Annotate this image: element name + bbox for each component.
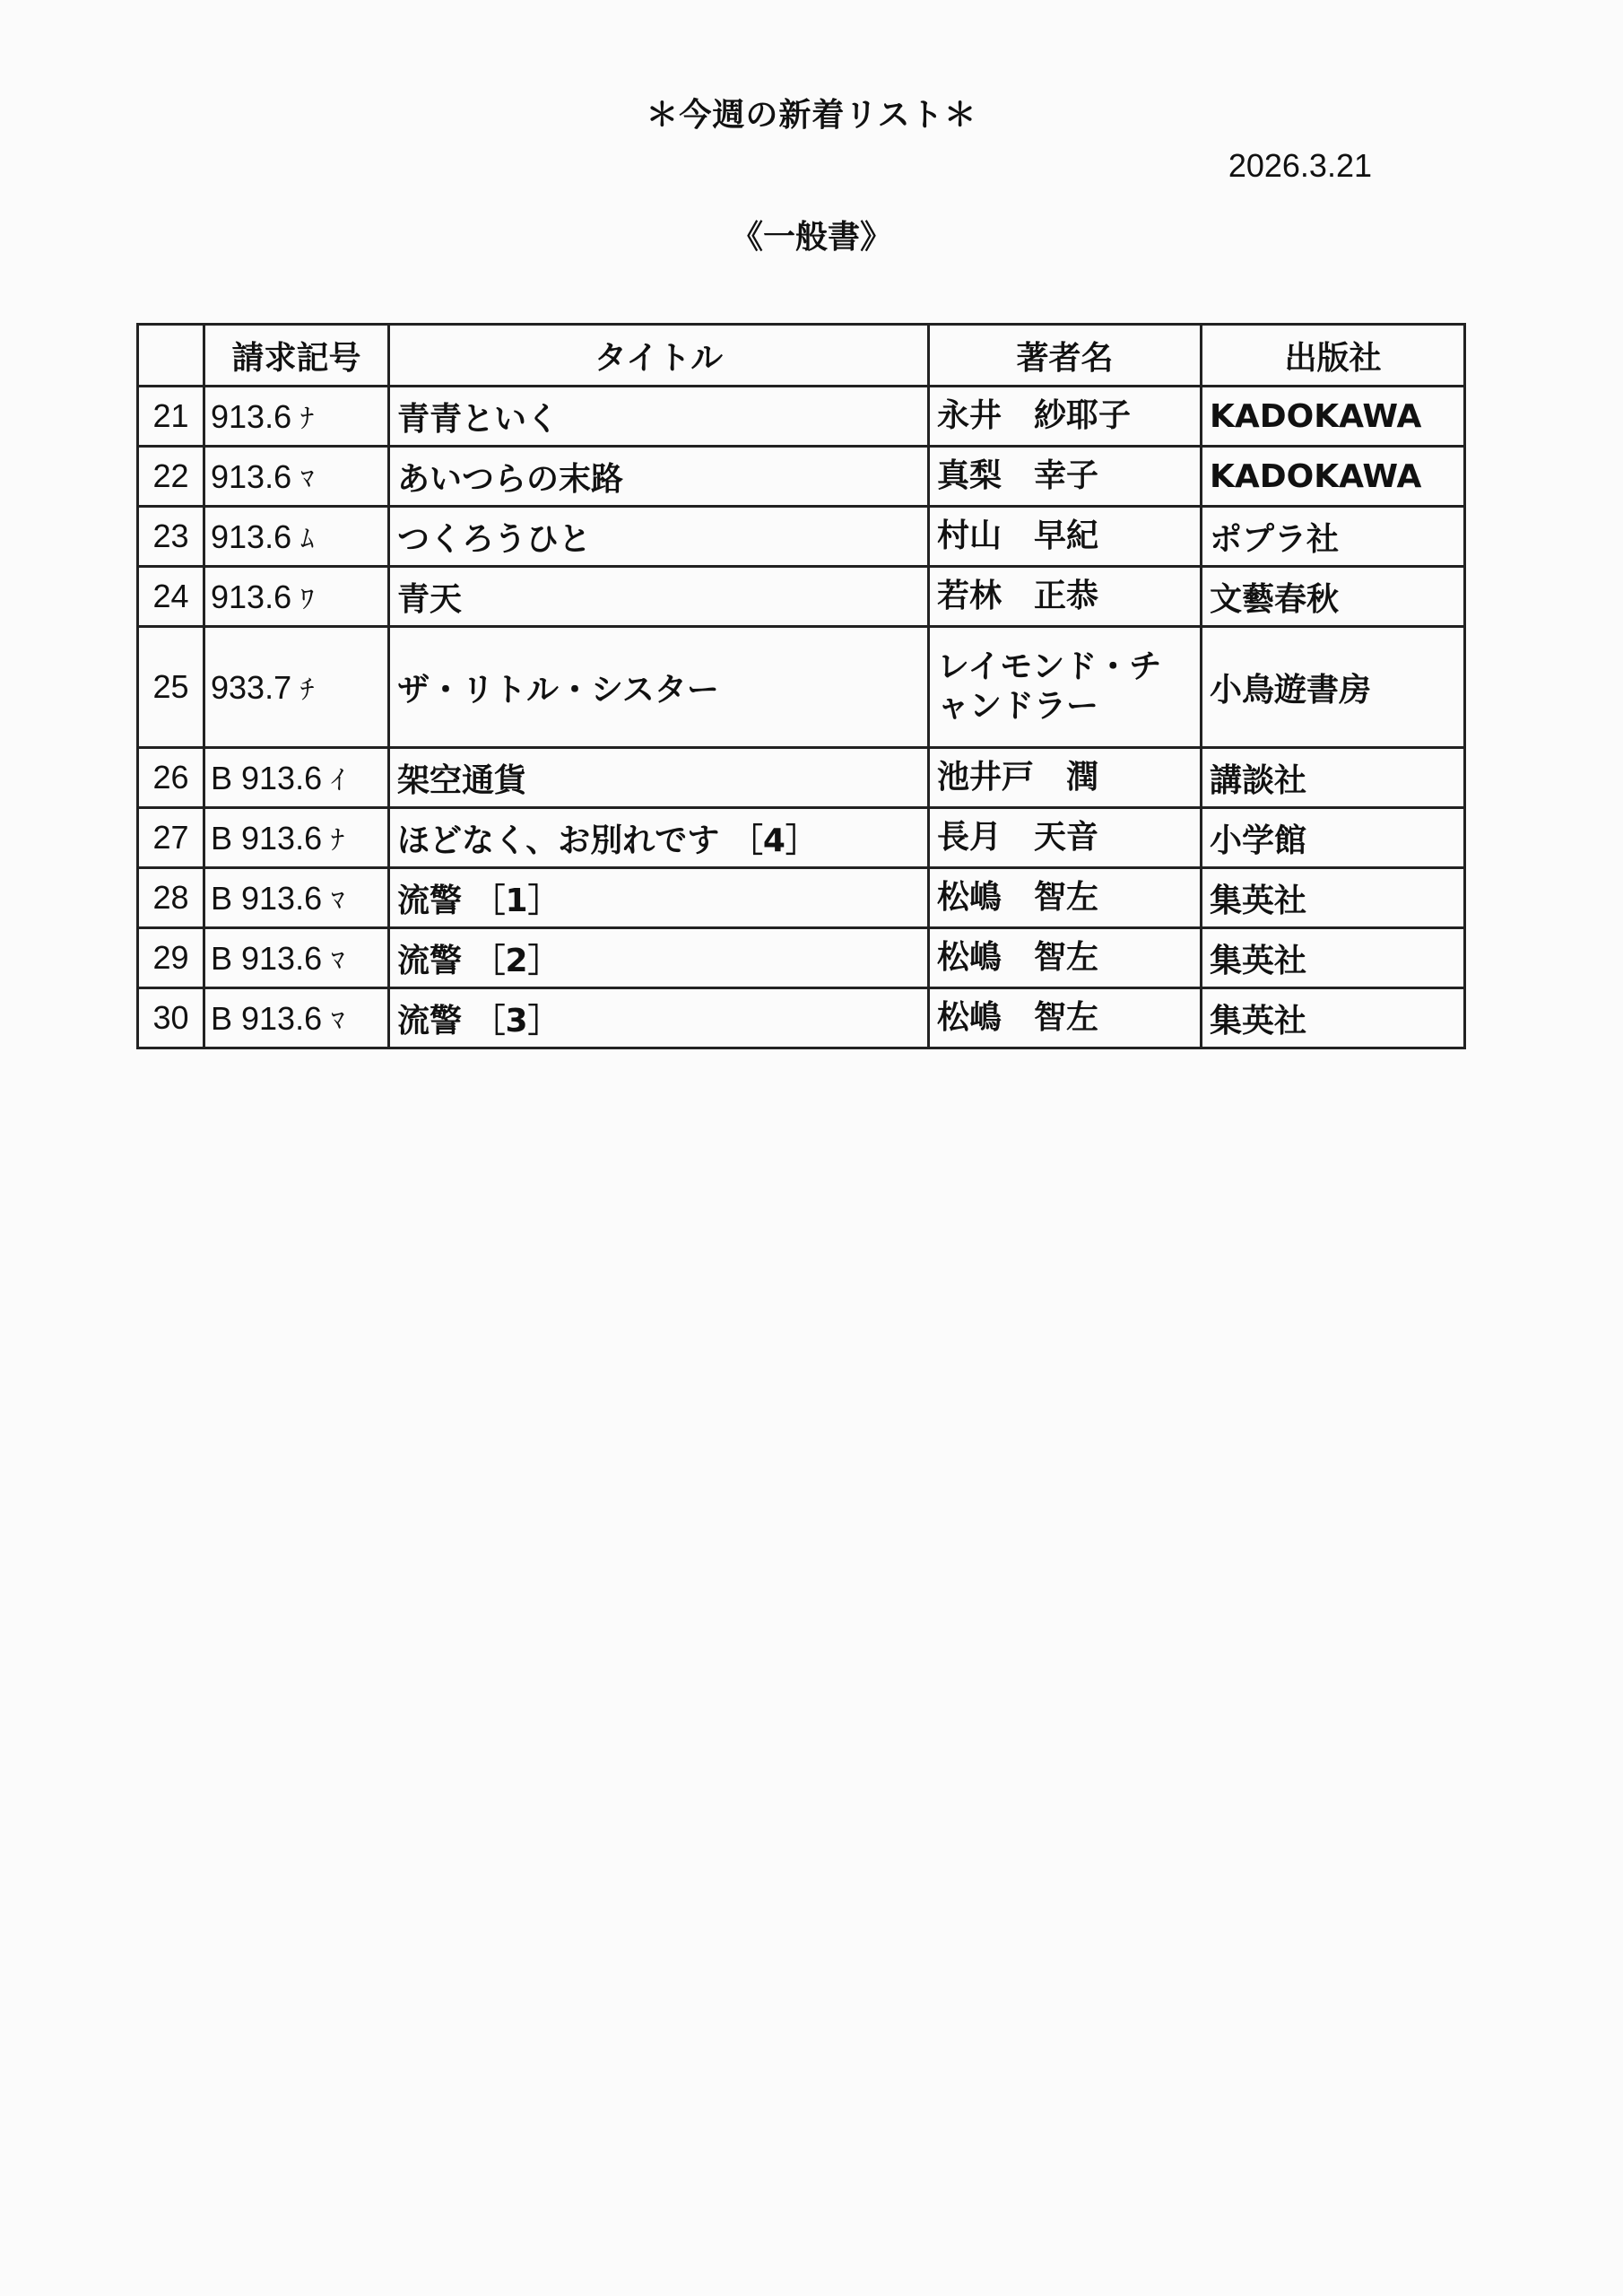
row-number: 21: [138, 387, 204, 447]
call-number-class: 913.6: [211, 578, 292, 615]
publisher-name: 講談社: [1202, 748, 1465, 808]
call-number: [204, 627, 389, 748]
new-arrivals-table: [136, 323, 1466, 1049]
call-number-kana: ﾅ: [300, 404, 315, 435]
author-name: 若林 正恭: [929, 567, 1202, 627]
table-row: [138, 627, 1465, 748]
call-number-kana: ｲ: [331, 765, 345, 796]
author-name: レイモンド・チャンドラー: [929, 627, 1202, 748]
column-header-call-number: 請求記号: [204, 325, 389, 387]
table-row: [138, 567, 1465, 627]
column-header-author: 著者名: [929, 325, 1202, 387]
book-title: 流警 ［3］: [389, 988, 929, 1048]
table-row: [138, 748, 1465, 808]
call-number: [204, 387, 389, 447]
publisher-name: 集英社: [1202, 988, 1465, 1048]
book-title: 青青といく: [389, 387, 929, 447]
publisher-name: 集英社: [1202, 868, 1465, 928]
book-title: 架空通貨: [389, 748, 929, 808]
call-number-class: B 913.6: [211, 760, 323, 796]
column-header-title: タイトル: [389, 325, 929, 387]
author-name: 松嶋 智左: [929, 928, 1202, 988]
section-heading: 《一般書》: [730, 219, 892, 256]
book-title: つくろうひと: [389, 507, 929, 567]
call-number-kana: ﾑ: [300, 524, 315, 555]
column-header-publisher: 出版社: [1202, 325, 1465, 387]
book-title: 流警 ［2］: [389, 928, 929, 988]
page-title: ＊今週の新着リスト＊: [646, 97, 977, 134]
call-number: [204, 808, 389, 868]
row-number: 28: [138, 868, 204, 928]
call-number-kana: ﾏ: [300, 464, 315, 495]
call-number: [204, 868, 389, 928]
publisher-name: KADOKAWA: [1202, 387, 1465, 447]
call-number-kana: ﾏ: [331, 1005, 345, 1037]
publisher-name: KADOKAWA: [1202, 447, 1465, 507]
table-row: [138, 808, 1465, 868]
call-number-class: 913.6: [211, 458, 292, 495]
call-number-class: B 913.6: [211, 820, 323, 857]
author-name: 村山 早紀: [929, 507, 1202, 567]
author-name: 池井戸 潤: [929, 748, 1202, 808]
publisher-name: 小学館: [1202, 808, 1465, 868]
table-header-row: [138, 325, 1465, 387]
call-number-kana: ﾏ: [331, 945, 345, 977]
call-number: [204, 567, 389, 627]
row-number: 27: [138, 808, 204, 868]
row-number: 25: [138, 627, 204, 748]
table-row: [138, 387, 1465, 447]
call-number-kana: ﾏ: [331, 885, 345, 917]
publisher-name: 集英社: [1202, 928, 1465, 988]
call-number: [204, 507, 389, 567]
author-name: 真梨 幸子: [929, 447, 1202, 507]
call-number-class: B 913.6: [211, 880, 323, 917]
table-row: [138, 988, 1465, 1048]
book-title: あいつらの末路: [389, 447, 929, 507]
table-row: [138, 507, 1465, 567]
publisher-name: ポプラ社: [1202, 507, 1465, 567]
call-number-kana: ﾁ: [300, 674, 315, 706]
call-number-class: B 913.6: [211, 1000, 323, 1037]
row-number: 26: [138, 748, 204, 808]
call-number: [204, 748, 389, 808]
publisher-name: 小鳥遊書房: [1202, 627, 1465, 748]
book-title: ほどなく、お別れです ［4］: [389, 808, 929, 868]
call-number: [204, 928, 389, 988]
table-row: [138, 447, 1465, 507]
book-title: 青天: [389, 567, 929, 627]
call-number: [204, 988, 389, 1048]
column-header-number: [138, 325, 204, 387]
row-number: 22: [138, 447, 204, 507]
book-title: 流警 ［1］: [389, 868, 929, 928]
list-date: 2026.3.21: [1228, 147, 1372, 184]
row-number: 30: [138, 988, 204, 1048]
row-number: 29: [138, 928, 204, 988]
author-name: 松嶋 智左: [929, 988, 1202, 1048]
call-number-class: 913.6: [211, 518, 292, 555]
author-name: 松嶋 智左: [929, 868, 1202, 928]
call-number-class: 913.6: [211, 398, 292, 435]
author-name: 長月 天音: [929, 808, 1202, 868]
call-number: [204, 447, 389, 507]
row-number: 23: [138, 507, 204, 567]
call-number-class: B 913.6: [211, 940, 323, 977]
table-row: [138, 928, 1465, 988]
call-number-kana: ﾜ: [300, 584, 315, 615]
book-title: ザ・リトル・シスター: [389, 627, 929, 748]
call-number-kana: ﾅ: [331, 825, 345, 857]
author-name: 永井 紗耶子: [929, 387, 1202, 447]
table-row: [138, 868, 1465, 928]
publisher-name: 文藝春秋: [1202, 567, 1465, 627]
row-number: 24: [138, 567, 204, 627]
call-number-class: 933.7: [211, 669, 292, 706]
